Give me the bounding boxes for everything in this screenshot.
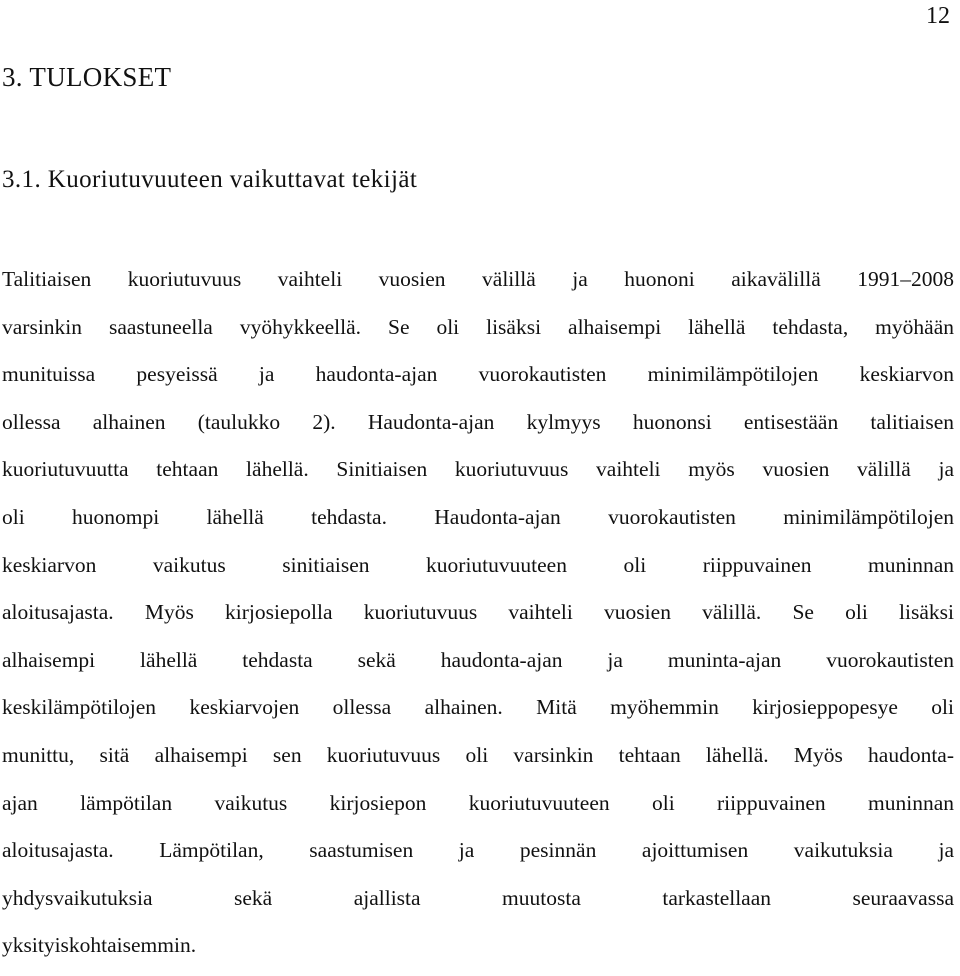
paragraph-line: munituissa pesyeissä ja haudonta-ajan vuorokautisten minimilämpötilojen keskiarvon [2, 362, 954, 387]
paragraph-line: oli huonompi lähellä tehdasta. Haudonta-ajan vuorokautisten minimilämpötilojen [2, 504, 954, 529]
paragraph-line: aloitusajasta. Lämpötilan, saastumisen ja pesinnän ajoittumisen vaikutuksia ja [2, 838, 954, 863]
page-number: 12 [926, 3, 950, 29]
paragraph-line: Talitiaisen kuoriutuvuus vaihteli vuosien välillä ja huononi aikavälillä 1991–2008 [2, 267, 954, 291]
paragraph-line: yksityiskohtaisemmin. [2, 933, 197, 958]
body-paragraph [2, 262, 954, 976]
paragraph-line: keskilämpötilojen keskiarvojen ollessa alhainen. Mitä myöhemmin kirjosieppopesye oli [2, 695, 954, 720]
paragraph-line: alhaisempi lähellä tehdasta sekä haudonta-ajan ja muninta-ajan vuorokautisten [2, 647, 954, 672]
paragraph-line: ajan lämpötilan vaikutus kirjosiepon kuoriutuvuuteen oli riippuvainen muninnan [2, 790, 954, 815]
paragraph-line: varsinkin saastuneella vyöhykkeellä. Se oli lisäksi alhaisempi lähellä tehdasta, myöhään [2, 314, 954, 339]
paragraph-line: yhdysvaikutuksia sekä ajallista muutosta tarkastellaan seuraavassa [2, 885, 954, 910]
paragraph-line: keskiarvon vaikutus sinitiaisen kuoriutuvuuteen oli riippuvainen muninnan [2, 552, 954, 577]
paragraph-line: munittu, sitä alhaisempi sen kuoriutuvuus oli varsinkin tehtaan lähellä. Myös haudonta- [2, 742, 954, 767]
chapter-heading: 3. TULOKSET [2, 62, 172, 92]
paragraph-line: aloitusajasta. Myös kirjosiepolla kuoriutuvuus vaihteli vuosien välillä. Se oli lisäksi [2, 600, 954, 625]
paragraph-line: ollessa alhainen (taulukko 2). Haudonta-ajan kylmyys huononsi entisestään talitiaisen [2, 409, 954, 434]
paragraph-line: kuoriutuvuutta tehtaan lähellä. Sinitiaisen kuoriutuvuus vaihteli myös vuosien välillä ja [2, 457, 954, 482]
section-heading: 3.1. Kuoriutuvuuteen vaikuttavat tekijät [2, 166, 418, 193]
